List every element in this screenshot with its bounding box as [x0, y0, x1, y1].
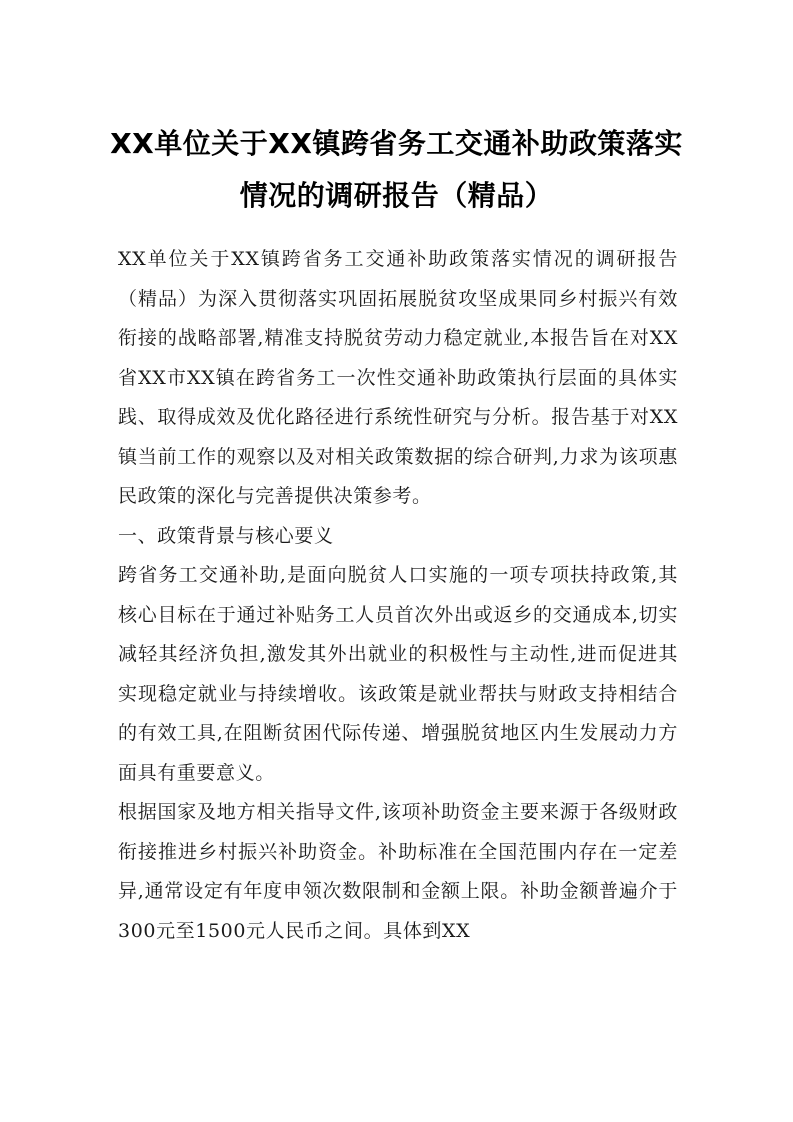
body-paragraph: 跨省务工交通补助,是面向脱贫人口实施的一项专项扶持政策,其核心目标在于通过补贴务工人员首次外出或返乡的交通成本,切实减轻其经济负担,激发其外出就业的积极性与主动性,进而促进其实现稳定就业与持续增收。该政策是就业帮扶与财政支持相结合的有效工具,在阻断贫困代际传递、增强脱贫地区内生发展动力方面具有重要意义。: [118, 564, 678, 784]
document-title: XX单位关于XX镇跨省务工交通补助政策落实情况的调研报告（精品）: [110, 127, 683, 212]
section-heading: 一、政策背景与核心要义: [118, 524, 334, 547]
document-body: [118, 240, 678, 951]
intro-paragraph: XX单位关于XX镇跨省务工交通补助政策落实情况的调研报告（精品）为深入贯彻落实巩固拓展脱贫攻坚成果同乡村振兴有效衔接的战略部署,精准支持脱贫劳动力稳定就业,本报告旨在对XX省XX市XX镇在跨省务工一次性交通补助政策执行层面的具体实践、取得成效及优化路径进行系统性研究与分析。报告基于对XX镇当前工作的观察以及对相关政策数据的综合研判,力求为该项惠民政策的深化与完善提供决策参考。: [118, 248, 678, 507]
body-paragraph: 根据国家及地方相关指导文件,该项补助资金主要来源于各级财政衔接推进乡村振兴补助资金。补助标准在全国范围内存在一定差异,通常设定有年度申领次数限制和金额上限。补助金额普遍介于300元至1500元人民币之间。具体到XX: [118, 801, 678, 942]
